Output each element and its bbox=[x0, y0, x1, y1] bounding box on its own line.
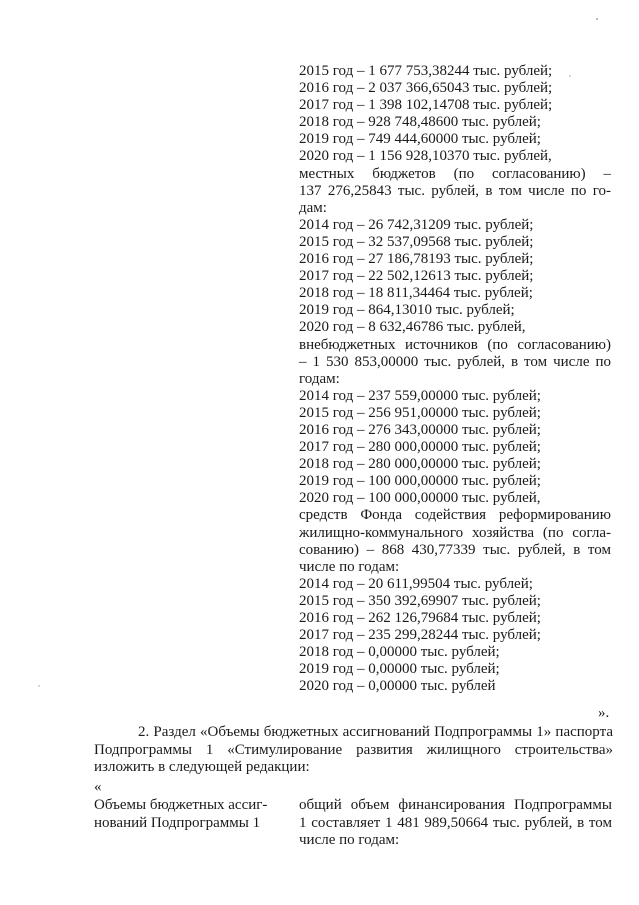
funding-line: 2015 год – 350 392,69907 тыс. рублей; bbox=[299, 592, 541, 609]
funding-line: годам: bbox=[299, 370, 340, 387]
funding-line: средств Фонда содействия реформированию bbox=[299, 507, 611, 524]
left-cell-line: Объемы бюджетных ассиг- bbox=[94, 797, 268, 813]
funding-line: 2016 год – 2 037 366,65043 тыс. рублей; bbox=[299, 80, 553, 97]
funding-line: 2017 год – 235 299,28244 тыс. рублей; bbox=[299, 627, 541, 644]
funding-line: местных бюджетов (по согласованию) – bbox=[299, 165, 611, 182]
funding-line: 2017 год – 1 398 102,14708 тыс. рублей; bbox=[299, 97, 553, 114]
funding-line: внебюджетных источников (по согласованию) bbox=[299, 336, 611, 353]
funding-line: 2015 год – 32 537,09568 тыс. рублей; bbox=[299, 233, 534, 250]
funding-line: 2020 год – 0,00000 тыс. рублей bbox=[299, 678, 496, 695]
funding-line: 2020 год – 8 632,46786 тыс. рублей, bbox=[299, 319, 526, 336]
right-cell-line: общий объем финансирования Подпрограммы bbox=[299, 797, 612, 813]
scan-speck bbox=[38, 685, 39, 686]
funding-line: 2018 год – 280 000,00000 тыс. рублей; bbox=[299, 456, 541, 473]
funding-line: 137 276,25843 тыс. рублей, в том числе по го- bbox=[299, 182, 611, 199]
funding-line: 2014 год – 26 742,31209 тыс. рублей; bbox=[299, 216, 534, 233]
right-cell-line: 1 составляет 1 481 989,50664 тыс. рублей, в том bbox=[299, 814, 612, 831]
funding-line: 2016 год – 27 186,78193 тыс. рублей; bbox=[299, 251, 534, 268]
amendment-paragraph-text: 2. Раздел «Объемы бюджетных ассигнований Подпрограммы 1» паспорта Подпрограммы 1 «Стимулирование развития жилищного строительства» изложить в следующей редакции: bbox=[94, 724, 613, 776]
closing-quote: ». bbox=[598, 705, 610, 721]
funding-line: 2018 год – 928 748,48600 тыс. рублей; bbox=[299, 114, 541, 131]
funding-line: 2019 год – 0,00000 тыс. рублей; bbox=[299, 661, 500, 678]
funding-line: 2014 год – 237 559,00000 тыс. рублей; bbox=[299, 387, 541, 404]
scan-speck bbox=[596, 18, 598, 20]
funding-line: 2016 год – 276 343,00000 тыс. рублей; bbox=[299, 421, 541, 438]
funding-line: 2019 год – 749 444,60000 тыс. рублей; bbox=[299, 131, 541, 148]
left-cell-line: нований Подпрограммы 1 bbox=[94, 814, 261, 831]
funding-line: дам: bbox=[299, 199, 327, 216]
funding-line: 2020 год – 100 000,00000 тыс. рублей, bbox=[299, 490, 541, 507]
funding-line: – 1 530 853,00000 тыс. рублей, в том числе по bbox=[299, 353, 611, 370]
funding-line: 2017 год – 280 000,00000 тыс. рублей; bbox=[299, 439, 541, 456]
funding-line: 2019 год – 100 000,00000 тыс. рублей; bbox=[299, 473, 541, 490]
funding-line: 2018 год – 18 811,34464 тыс. рублей; bbox=[299, 285, 533, 302]
funding-line: жилищно-коммунального хозяйства (по согла- bbox=[299, 524, 611, 541]
funding-line: 2014 год – 20 611,99504 тыс. рублей; bbox=[299, 575, 533, 592]
funding-line: числе по годам: bbox=[299, 558, 400, 575]
funding-line: 2017 год – 22 502,12613 тыс. рублей; bbox=[299, 268, 534, 285]
scan-speck bbox=[569, 75, 570, 76]
right-cell-line: числе по годам: bbox=[299, 832, 400, 849]
funding-line: 2015 год – 1 677 753,38244 тыс. рублей; bbox=[299, 63, 553, 79]
funding-line: 2020 год – 1 156 928,10370 тыс. рублей, bbox=[299, 148, 552, 165]
opening-quote: « bbox=[94, 779, 102, 795]
funding-line: 2018 год – 0,00000 тыс. рублей; bbox=[299, 644, 500, 661]
funding-line: 2019 год – 864,13010 тыс. рублей; bbox=[299, 302, 515, 319]
funding-line: сованию) – 868 430,77339 тыс. рублей, в том bbox=[299, 541, 611, 558]
funding-line: 2015 год – 256 951,00000 тыс. рублей; bbox=[299, 404, 541, 421]
funding-line: 2016 год – 262 126,79684 тыс. рублей; bbox=[299, 610, 541, 626]
